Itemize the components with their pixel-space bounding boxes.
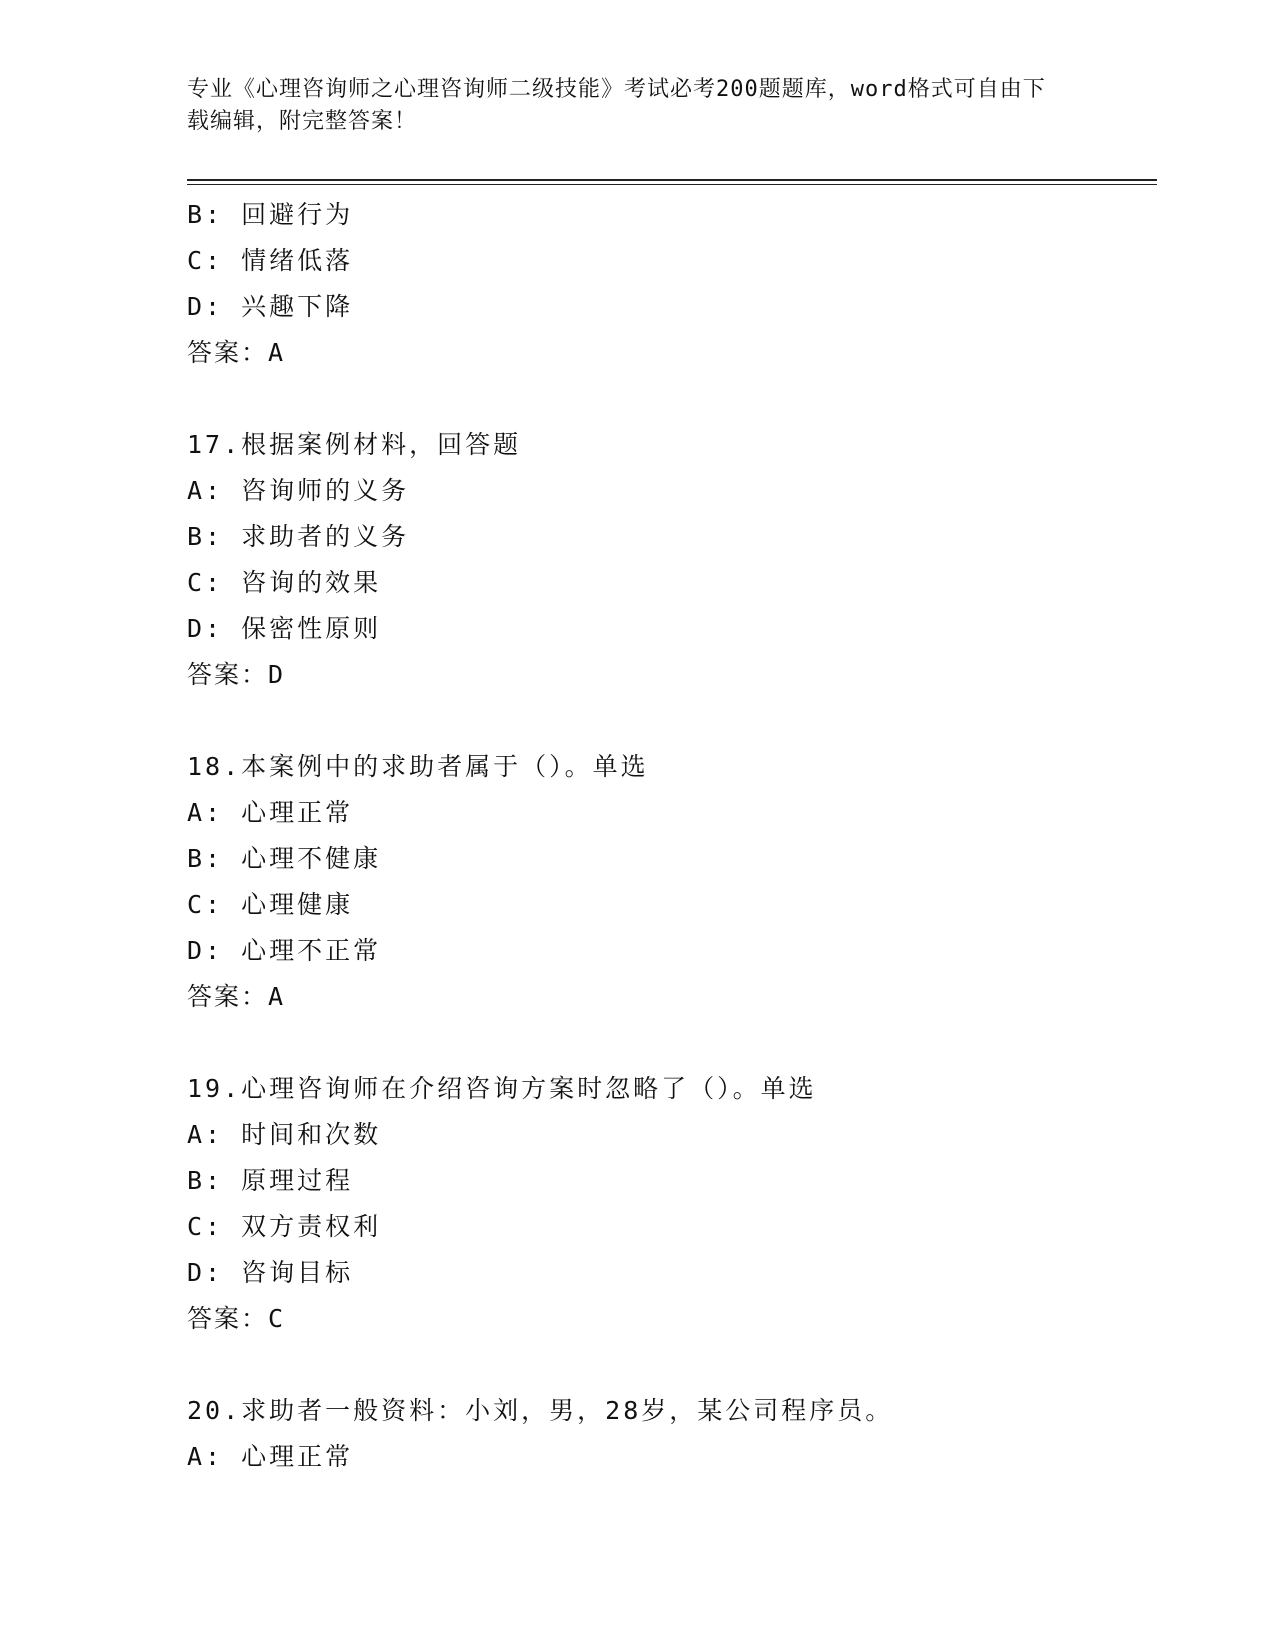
- answer-line: 答案：C: [187, 1304, 286, 1333]
- answer-line: 答案：A: [187, 338, 286, 367]
- option-a: A: 心理正常: [187, 798, 354, 827]
- answer-line: 答案：A: [187, 982, 286, 1011]
- document-header: 专业《心理咨询师之心理咨询师二级技能》考试必考200题题库，word格式可自由下载编辑，附完整答案！: [187, 77, 1046, 134]
- option-d: D: 咨询目标: [187, 1258, 354, 1287]
- header-divider: [187, 179, 1157, 181]
- option-a: A: 时间和次数: [187, 1120, 382, 1149]
- option-a: A: 咨询师的义务: [187, 476, 410, 505]
- option-a: A: 心理正常: [187, 1442, 354, 1471]
- question-20: 20.求助者一般资料：小刘，男，28岁，某公司程序员。: [187, 1396, 894, 1425]
- option-c: C: 情绪低落: [187, 246, 354, 275]
- option-b: B: 心理不健康: [187, 844, 382, 873]
- option-d: D: 心理不正常: [187, 936, 382, 965]
- option-d: D: 保密性原则: [187, 614, 382, 643]
- option-c: C: 咨询的效果: [187, 568, 382, 597]
- option-c: C: 双方责权利: [187, 1212, 382, 1241]
- question-17: 17.根据案例材料，回答题: [187, 430, 522, 459]
- question-18: 18.本案例中的求助者属于（）。单选: [187, 752, 649, 781]
- option-c: C: 心理健康: [187, 890, 354, 919]
- header-divider-thin: [187, 184, 1157, 185]
- option-b: B: 求助者的义务: [187, 522, 410, 551]
- answer-line: 答案：D: [187, 660, 286, 689]
- question-19: 19.心理咨询师在介绍咨询方案时忽略了（）。单选: [187, 1074, 817, 1103]
- question-list: [187, 192, 1157, 1480]
- option-b: B: 回避行为: [187, 200, 354, 229]
- option-b: B: 原理过程: [187, 1166, 354, 1195]
- option-d: D: 兴趣下降: [187, 292, 354, 321]
